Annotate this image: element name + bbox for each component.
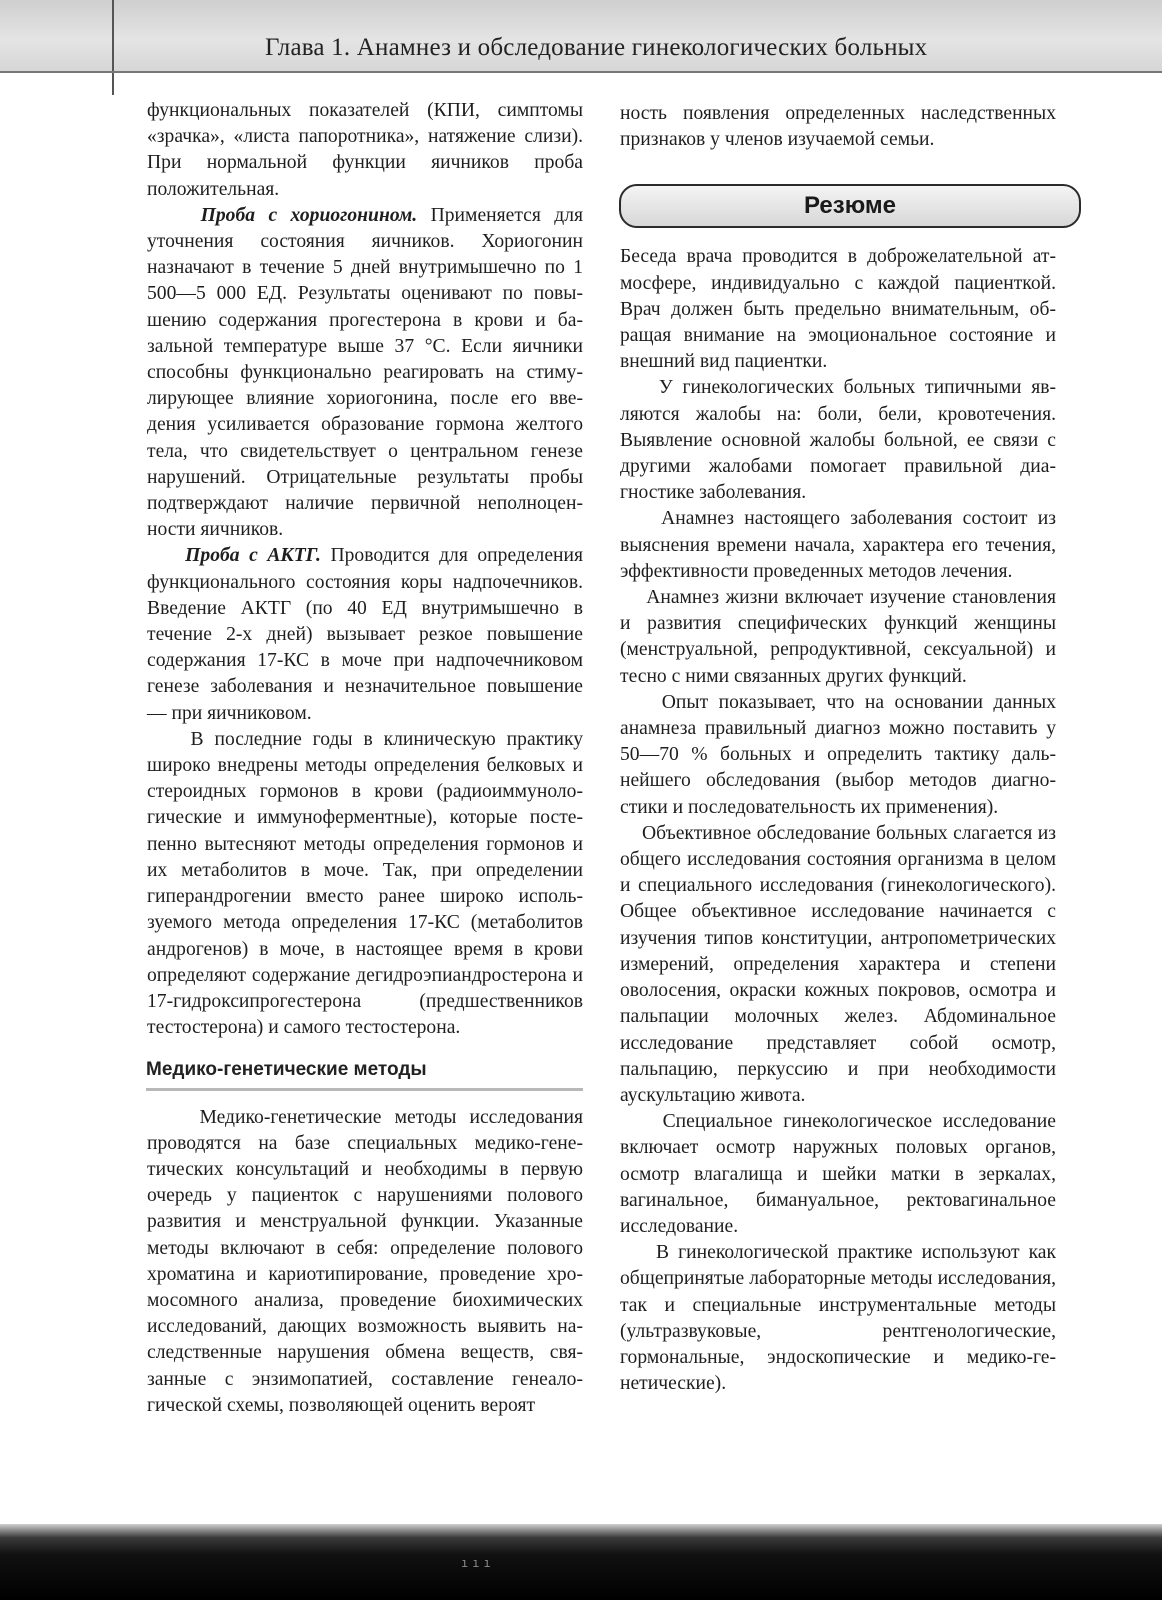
resume-heading-box: Резюме	[619, 184, 1081, 228]
resume-paragraph-6-text: Объективное обследование больных слагается из общего исследования состояния организма в целом и специального исследования (гинекологического). Общее объективное исследование начинается с изучения типов конституции, антропометрических измерений, определения характера и степени оволосения, окраски кожных покровов, осмотра и пальпации молочных желез. Абдоминальное исследование представляет собой осмотр, пальпацию, перкуссию и при необходимости аускультацию живота.	[620, 822, 1056, 1106]
term-acth-test: Проба с АКТГ.	[185, 545, 321, 567]
resume-paragraph-7	[620, 1109, 1056, 1240]
resume-paragraph-5	[620, 690, 1056, 821]
resume-paragraph-3-text: Анамнез настоящего заболевания состоит из выяснения времени начала, характера его течения, эффективности проведенных методов лечения.	[620, 508, 1056, 582]
resume-paragraph-8-text: В гинекологической практике используют как общепринятые лабораторные методы исследования, так и специальные инструментальные методы (ультразвуковые, рентгенологические, гормональные, эндоскопические и медико-генетические).	[620, 1242, 1057, 1395]
resume-paragraph-7-text: Специальное гинекологическое исследование включает осмотр наружных половых органов, осмотр влагалища и шейки матки в зеркалах, вагинальное, бимануальное, ректовагинальное исследование.	[620, 1111, 1056, 1237]
resume-paragraph-4	[620, 585, 1056, 690]
term-chorionic-test: Проба с хориогонином.	[200, 204, 418, 226]
paragraph-chorionic-test	[147, 203, 583, 544]
resume-paragraph-1: Беседа врача проводится в доброжелательной атмосфере, индивидуально с каждой пациенткой. Врач должен быть предельно внимательным, обращая внимание на эмоциональное состояние и внешний вид пациентки.	[620, 246, 1056, 373]
paragraph-kpi-continuation: функциональных показателей (КПИ, симптомы «зрачка», «листа папоротника», натяжение слизи). При нормальной функции яичников проба положительная.	[147, 100, 583, 200]
resume-paragraph-2	[620, 375, 1056, 506]
resume-paragraph-6	[620, 821, 1056, 1109]
paragraph-hormone-text: В последние годы в клиническую практику широко внедрены методы определения белковых и стероидных гормонов в крови (радиоиммунологические и иммуноферментные), которые постепенно вытесняют методы определения гормонов и их метаболитов в моче. Так, при определении гиперандрогении вместо ранее широко используемого метода определения 17-КС (метаболитов андрогенов) в моче, в настоящее время в крови определяют содержание дегидроэпиандростерона и 17-гидроксипрогестерона (предшественников тестостерона) и самого тестостерона.	[147, 728, 583, 1039]
resume-paragraph-5-text: Опыт показывает, что на основании данных анамнеза правильный диагноз можно поставить у 50—70 % больных и определить тактику дальнейшего обследования (выбор методов диагностики и последовательность их применения).	[620, 691, 1056, 818]
resume-paragraph-8	[620, 1240, 1056, 1397]
paragraph-hormone-methods	[147, 727, 583, 1041]
footer-marks: ııı	[461, 1556, 495, 1570]
header-vertical-rule	[112, 0, 114, 95]
chapter-title: Глава 1. Анамнез и обследование гинекологических больных	[265, 34, 928, 61]
paragraph-acth-test	[147, 543, 583, 726]
paragraph-chorionic-text: Применяется для уточнения состояния яичников. Хориогонин назначают в течение 5 дней внутримышечно по 1 500—5 000 ЕД. Результаты оценивают по повышению содержания прогестерона в крови и базальной температуре выше 37 °С. Если яичники способны функционально реагировать на стимулирующее влияние хориогонина, после его введения усиливается образование гормона желтого тела, что свидетельствует о центральном генезе нарушений. Отрицательные результаты пробы подтверждают наличие первичной неполноценности яичников.	[147, 204, 584, 541]
paragraph-genetic-methods	[147, 1105, 583, 1419]
header-horizontal-rule	[0, 71, 1162, 73]
paragraph-acth-text: Проводится для определения функционального состояния коры надпочечников. Введение АКТГ (по 40 ЕД внутримышечно в течение 2-х дней) вызывает резкое повышение содержания 17-КС в моче при надпочечниковом генезе заболевания и незначительное повышение — при яичниковом.	[147, 545, 584, 724]
resume-paragraph-2-text: У гинекологических больных типичными являются жалобы на: боли, бели, кровотечения. Выявление основной жалобы больной, ее связи с другими жалобами помогает правильной диагностике заболевания.	[620, 377, 1056, 504]
resume-paragraph-3	[620, 506, 1056, 585]
paragraph-heredity-continuation: ность появления определенных наследственных признаков у членов изучаемой семьи.	[620, 103, 1056, 151]
left-column	[147, 98, 583, 1419]
page-footer-bar	[0, 1524, 1162, 1600]
right-column	[620, 101, 1056, 1397]
resume-paragraph-4-text: Анамнез жизни включает изучение становления и развития специфических функций женщины (менструальной, репродуктивной, сексуальной) и тесно с ними связанных других функций.	[620, 587, 1057, 687]
paragraph-genetic-text: Медико-генетические методы исследования проводятся на базе специальных медико-генетических консультаций и необходимы в первую очередь у пациенток с нарушениями полового развития и менструальной функции. Указанные методы включают в себя: определение полового хроматина и кариотипирование, проведение хромосомного анализа, проведение биохимических исследований, дающих возможность выявить наследственные нарушения обмена веществ, связанные с энзимопатией, составление генеалогической схемы, позволяющей оценить вероят	[147, 1106, 583, 1416]
page-header	[0, 0, 1162, 72]
section-heading-genetic: Медико-генетические методы	[146, 1057, 583, 1090]
